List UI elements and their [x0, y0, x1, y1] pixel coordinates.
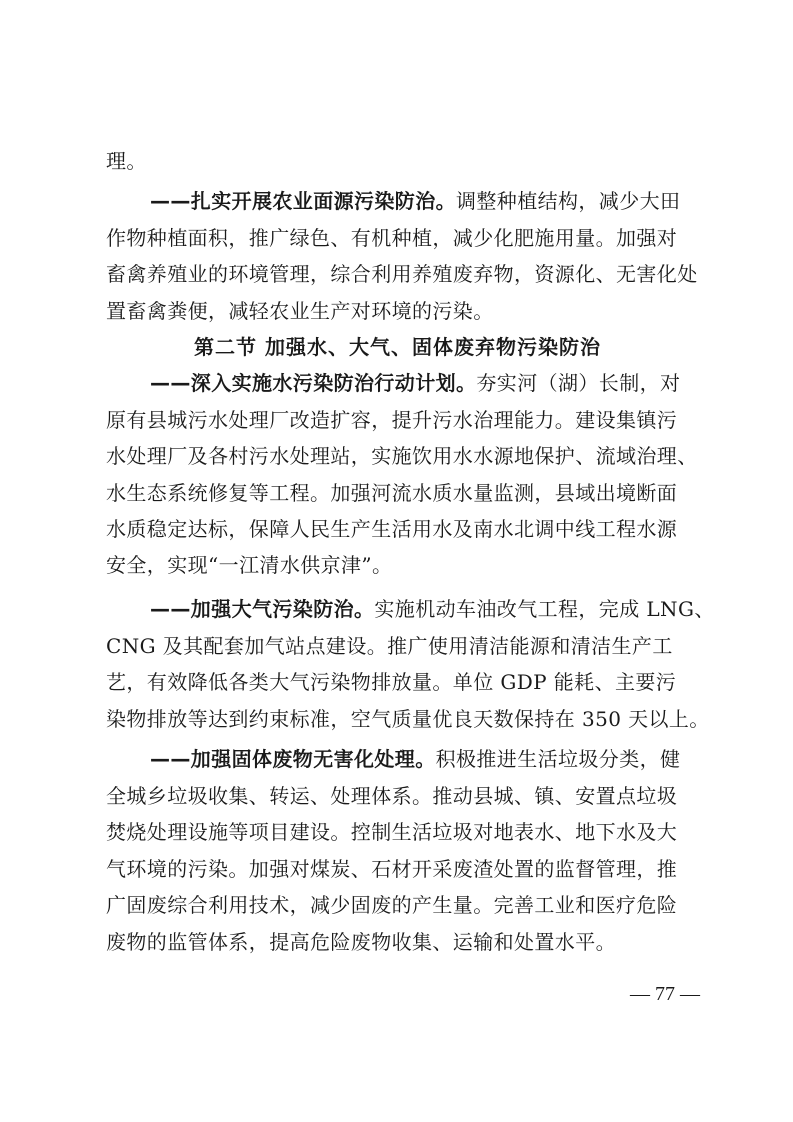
paragraph-line: 原有县城污水处理厂改造扩容，提升污水治理能力。建设集镇污 [106, 408, 678, 432]
paragraph-line: 安全，实现“一江清水供京津”。 [106, 553, 393, 577]
paragraph-line: 气环境的污染。加强对煤炭、石材开采废渣处置的监督管理，推 [106, 857, 678, 881]
paragraph-line: 水生态系统修复等工程。加强河流水质水量监测，县域出境断面 [106, 481, 678, 505]
text-run: 夯实河（湖）长制，对 [476, 371, 681, 395]
page-number: — 77 — [630, 983, 700, 1005]
paragraph-line [150, 592, 715, 626]
paragraph-line: 水处理厂及各村污水处理站，实施饮用水水源地保护、流域治理、 [106, 444, 698, 468]
paragraph-line: 置畜禽粪便，减轻农业生产对环境的污染。 [106, 299, 494, 323]
paragraph-line: 水质稳定达标，保障人民生产生活用水及南水北调中线工程水源 [106, 517, 678, 541]
text-run: 积极推进生活垃圾分类，健 [435, 747, 681, 771]
paragraph-lead: ——加强大气污染防治。 [150, 597, 375, 621]
paragraph-line: 作物种植面积，推广绿色、有机种植，减少化肥施用量。加强对 [106, 226, 678, 250]
paragraph-line [106, 144, 706, 178]
text-run: 实施机动车油改气工程，完成 LNG、 [374, 597, 715, 621]
paragraph-lead: ——加强固体废物无害化处理。 [150, 747, 436, 771]
paragraph-line: 废物的监管体系，提高危险废物收集、运输和处置水平。 [106, 930, 616, 954]
paragraph-line: 广固废综合利用技术，减少固废的产生量。完善工业和医疗危险 [106, 893, 678, 917]
text-run: 理。 [106, 149, 147, 173]
paragraph-line: CNG 及其配套加气站点建设。推广使用清洁能源和清洁生产工 [106, 634, 673, 658]
paragraph-lead: ——深入实施水污染防治行动计划。 [150, 371, 477, 395]
paragraph-line: 染物排放等达到约束标准，空气质量优良天数保持在 350 天以上。 [106, 707, 710, 731]
paragraph-line: 全城乡垃圾收集、转运、处理体系。推动县城、镇、安置点垃圾 [106, 784, 678, 808]
paragraph-line: 艺，有效降低各类大气污染物排放量。单位 GDP 能耗、主要污 [106, 670, 677, 694]
paragraph-line [150, 742, 706, 776]
paragraph-line: 畜禽养殖业的环境管理，综合利用养殖废弃物，资源化、无害化处 [106, 262, 698, 286]
paragraph-lead: ——扎实开展农业面源污染防治。 [150, 189, 456, 213]
text-run: 调整种植结构，减少大田 [456, 189, 681, 213]
paragraph-line: 焚烧处理设施等项目建设。控制生活垃圾对地表水、地下水及大 [106, 820, 678, 844]
section-heading: 第二节 加强水、大气、固体废弃物污染防治 [194, 335, 601, 359]
paragraph-line [150, 184, 706, 218]
paragraph-line [150, 366, 706, 400]
